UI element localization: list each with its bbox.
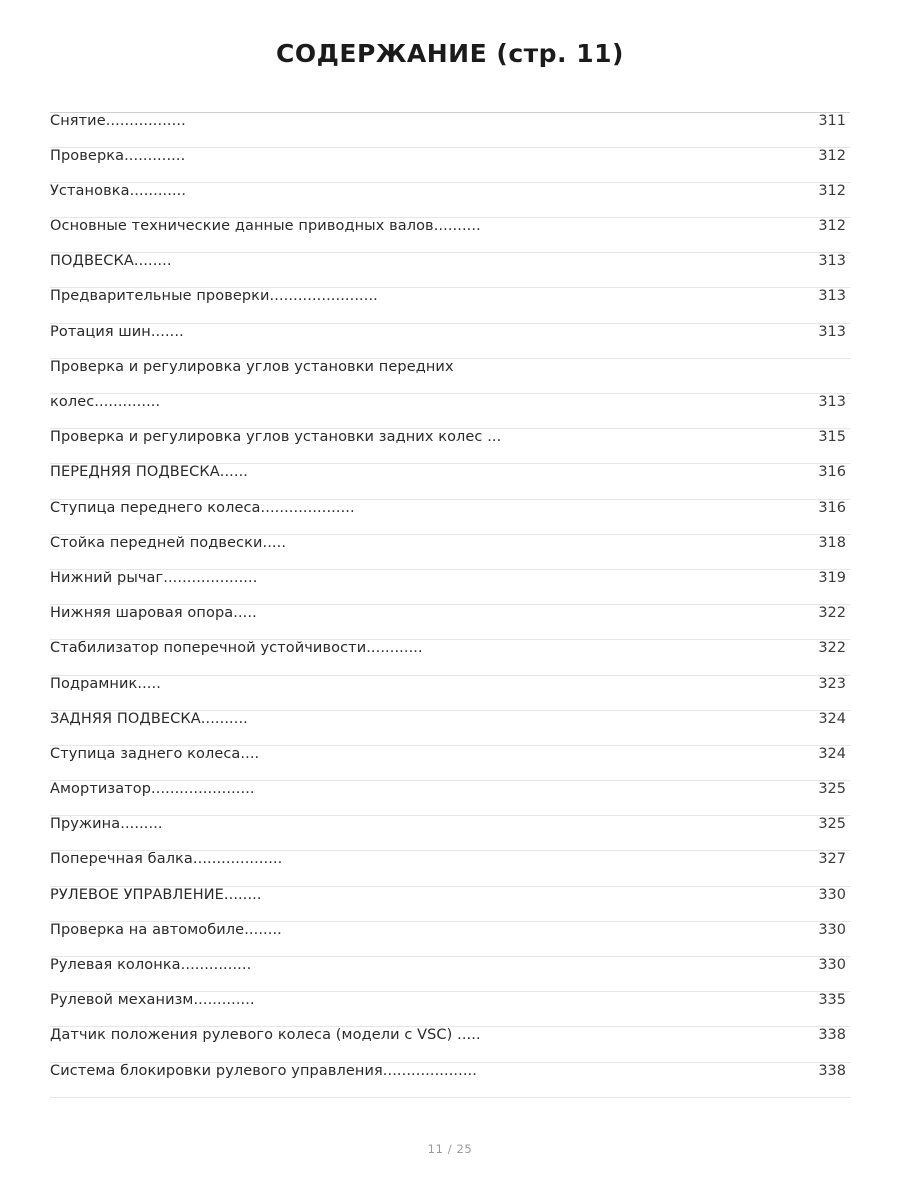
toc-entry-label: Стабилизатор поперечной устойчивости............ <box>50 640 423 657</box>
toc-row[interactable] <box>50 182 850 217</box>
toc-entry-page: 319 <box>818 569 846 586</box>
toc-entry <box>50 605 850 639</box>
toc-row[interactable] <box>50 288 850 323</box>
toc-row[interactable] <box>50 640 850 675</box>
toc-entry <box>50 535 850 569</box>
toc-entry <box>50 676 850 710</box>
toc-entry-label: Основные технические данные приводных валов.......... <box>50 218 481 235</box>
toc-entry-label: Проверка и регулировка углов установки передних <box>50 358 454 375</box>
toc-row[interactable] <box>50 886 850 921</box>
toc-cell <box>50 745 850 780</box>
toc-entry-label: Установка............ <box>50 182 187 199</box>
toc-entry-label: Система блокировки рулевого управления.................... <box>50 1062 477 1079</box>
toc-cell <box>50 781 850 816</box>
toc-entry-page: 316 <box>818 464 846 481</box>
toc-row[interactable] <box>50 358 850 393</box>
toc-entry-label: Рулевой механизм............. <box>50 992 255 1009</box>
toc-entry <box>50 288 850 322</box>
toc-row[interactable] <box>50 534 850 569</box>
toc-cell <box>50 147 850 182</box>
toc-entry <box>50 570 850 604</box>
toc-cell <box>50 288 850 323</box>
toc-cell <box>50 640 850 675</box>
toc-row[interactable] <box>50 1062 850 1097</box>
toc-entry-label: Ступица заднего колеса.... <box>50 745 260 762</box>
toc-entry <box>50 781 850 815</box>
toc-entry-page: 325 <box>818 781 846 798</box>
toc-cell <box>50 710 850 745</box>
toc-entry-page: 316 <box>818 499 846 516</box>
toc-entry-page: 324 <box>818 710 846 727</box>
toc-cell <box>50 429 850 464</box>
toc-entry <box>50 746 850 780</box>
toc-entry-page: 318 <box>818 534 846 551</box>
toc-entry-label: Датчик положения рулевого колеса (модели с VSC) ..... <box>50 1027 481 1044</box>
toc-cell <box>50 1062 850 1097</box>
toc-entry-label: ЗАДНЯЯ ПОДВЕСКА.......... <box>50 710 248 727</box>
toc-entry-page: 313 <box>818 323 846 340</box>
toc-cell <box>50 816 850 851</box>
toc-entry-label: Поперечная балка................... <box>50 851 283 868</box>
toc-cell <box>50 921 850 956</box>
toc-row[interactable] <box>50 816 850 851</box>
toc-entry-page: 338 <box>818 1027 846 1044</box>
toc-entry <box>50 1027 850 1061</box>
toc-entry-page: 330 <box>818 886 846 903</box>
toc-entry <box>50 711 850 745</box>
toc-cell <box>50 851 850 886</box>
toc-row[interactable] <box>50 113 850 148</box>
toc-entry-label: Ротация шин....... <box>50 323 184 340</box>
toc-cell <box>50 394 850 429</box>
toc-row[interactable] <box>50 464 850 499</box>
toc-entry <box>50 1063 850 1097</box>
toc-entry <box>50 113 850 147</box>
toc-entry-label: Нижняя шаровая опора..... <box>50 605 257 622</box>
toc-cell <box>50 569 850 604</box>
toc-entry-page: 322 <box>818 605 846 622</box>
toc-entry-page: 330 <box>818 957 846 973</box>
toc-entry-page: 313 <box>818 253 846 270</box>
toc-entry-page: 312 <box>818 147 846 164</box>
toc-entry-label: Амортизатор...................... <box>50 781 255 798</box>
toc-entry-page: 335 <box>818 992 846 1009</box>
page-title: СОДЕРЖАНИЕ (стр. 11) <box>276 39 624 68</box>
toc-entry <box>50 359 850 393</box>
toc-cell <box>50 253 850 288</box>
toc-entry-label: колес.............. <box>50 394 161 410</box>
toc-entry-label: Подрамник..... <box>50 675 161 692</box>
toc-cell <box>50 675 850 710</box>
toc-cell <box>50 605 850 640</box>
toc-row[interactable] <box>50 1027 850 1062</box>
toc-entry-label: Нижний рычаг.................... <box>50 569 258 586</box>
toc-entry-page: 313 <box>818 288 846 305</box>
toc-entry-label: Снятие................. <box>50 112 186 129</box>
toc-entry-label: Предварительные проверки....................... <box>50 288 378 305</box>
toc-entry <box>50 957 850 991</box>
toc-row[interactable] <box>50 851 850 886</box>
toc-row[interactable] <box>50 781 850 816</box>
toc-row[interactable] <box>50 992 850 1027</box>
toc-entry-page: 325 <box>818 816 846 833</box>
toc-cell <box>50 358 850 393</box>
toc-cell <box>50 499 850 534</box>
toc-body <box>50 113 850 1098</box>
toc-row[interactable] <box>50 569 850 604</box>
toc-entry-label: Стойка передней подвески..... <box>50 534 287 551</box>
toc-entry-page: 322 <box>818 640 846 657</box>
toc-row[interactable] <box>50 745 850 780</box>
toc-cell <box>50 957 850 992</box>
toc-cell <box>50 323 850 358</box>
toc-row[interactable] <box>50 499 850 534</box>
toc-entry <box>50 922 850 956</box>
toc-entry <box>50 183 850 217</box>
toc-cell <box>50 182 850 217</box>
toc-entry-page: 311 <box>818 112 846 129</box>
toc-entry-label: РУЛЕВОЕ УПРАВЛЕНИЕ........ <box>50 886 262 903</box>
toc-row[interactable] <box>50 394 850 429</box>
toc-row[interactable] <box>50 605 850 640</box>
toc-entry <box>50 816 850 850</box>
toc-entry <box>50 324 850 358</box>
toc-entry <box>50 887 850 921</box>
toc-entry <box>50 851 850 885</box>
toc-entry <box>50 148 850 182</box>
toc-cell <box>50 218 850 253</box>
toc-row[interactable] <box>50 429 850 464</box>
toc-entry <box>50 394 850 428</box>
toc-cell <box>50 1027 850 1062</box>
toc-row[interactable] <box>50 675 850 710</box>
toc-entry <box>50 464 850 498</box>
toc-entry <box>50 429 850 463</box>
toc-entry-label: Ступица переднего колеса.................... <box>50 499 355 516</box>
toc-row[interactable] <box>50 710 850 745</box>
page-footer: 11 / 25 <box>427 1142 473 1156</box>
toc-row[interactable] <box>50 253 850 288</box>
toc-entry-page: 330 <box>818 921 846 938</box>
toc-entry <box>50 640 850 674</box>
toc-row[interactable] <box>50 147 850 182</box>
toc-entry-page: 327 <box>818 851 846 868</box>
toc-entry-page: 313 <box>818 394 846 410</box>
table-of-contents <box>50 113 850 1098</box>
toc-entry-page: 312 <box>818 218 846 235</box>
toc-row[interactable] <box>50 323 850 358</box>
toc-entry-label: Пружина......... <box>50 816 163 833</box>
toc-cell <box>50 886 850 921</box>
toc-entry <box>50 253 850 287</box>
toc-entry-label: Рулевая колонка............... <box>50 957 252 973</box>
toc-entry-page: 324 <box>818 745 846 762</box>
toc-entry-label: ПЕРЕДНЯЯ ПОДВЕСКА...... <box>50 464 249 481</box>
toc-entry-page: 338 <box>818 1062 846 1079</box>
toc-entry <box>50 992 850 1026</box>
toc-entry-page: 315 <box>818 429 846 446</box>
toc-row[interactable] <box>50 218 850 253</box>
toc-row[interactable] <box>50 921 850 956</box>
toc-row[interactable] <box>50 957 850 992</box>
toc-entry-page: 312 <box>818 182 846 199</box>
toc-cell <box>50 534 850 569</box>
toc-cell <box>50 992 850 1027</box>
toc-entry-label: ПОДВЕСКА........ <box>50 253 172 270</box>
toc-entry-label: Проверка и регулировка углов установки задних колес ... <box>50 429 502 446</box>
toc-entry-page: 323 <box>818 675 846 692</box>
toc-entry-label: Проверка............. <box>50 147 186 164</box>
toc-entry <box>50 500 850 534</box>
toc-entry <box>50 218 850 252</box>
toc-cell <box>50 113 850 148</box>
toc-cell <box>50 464 850 499</box>
toc-entry-label: Проверка на автомобиле........ <box>50 921 282 938</box>
